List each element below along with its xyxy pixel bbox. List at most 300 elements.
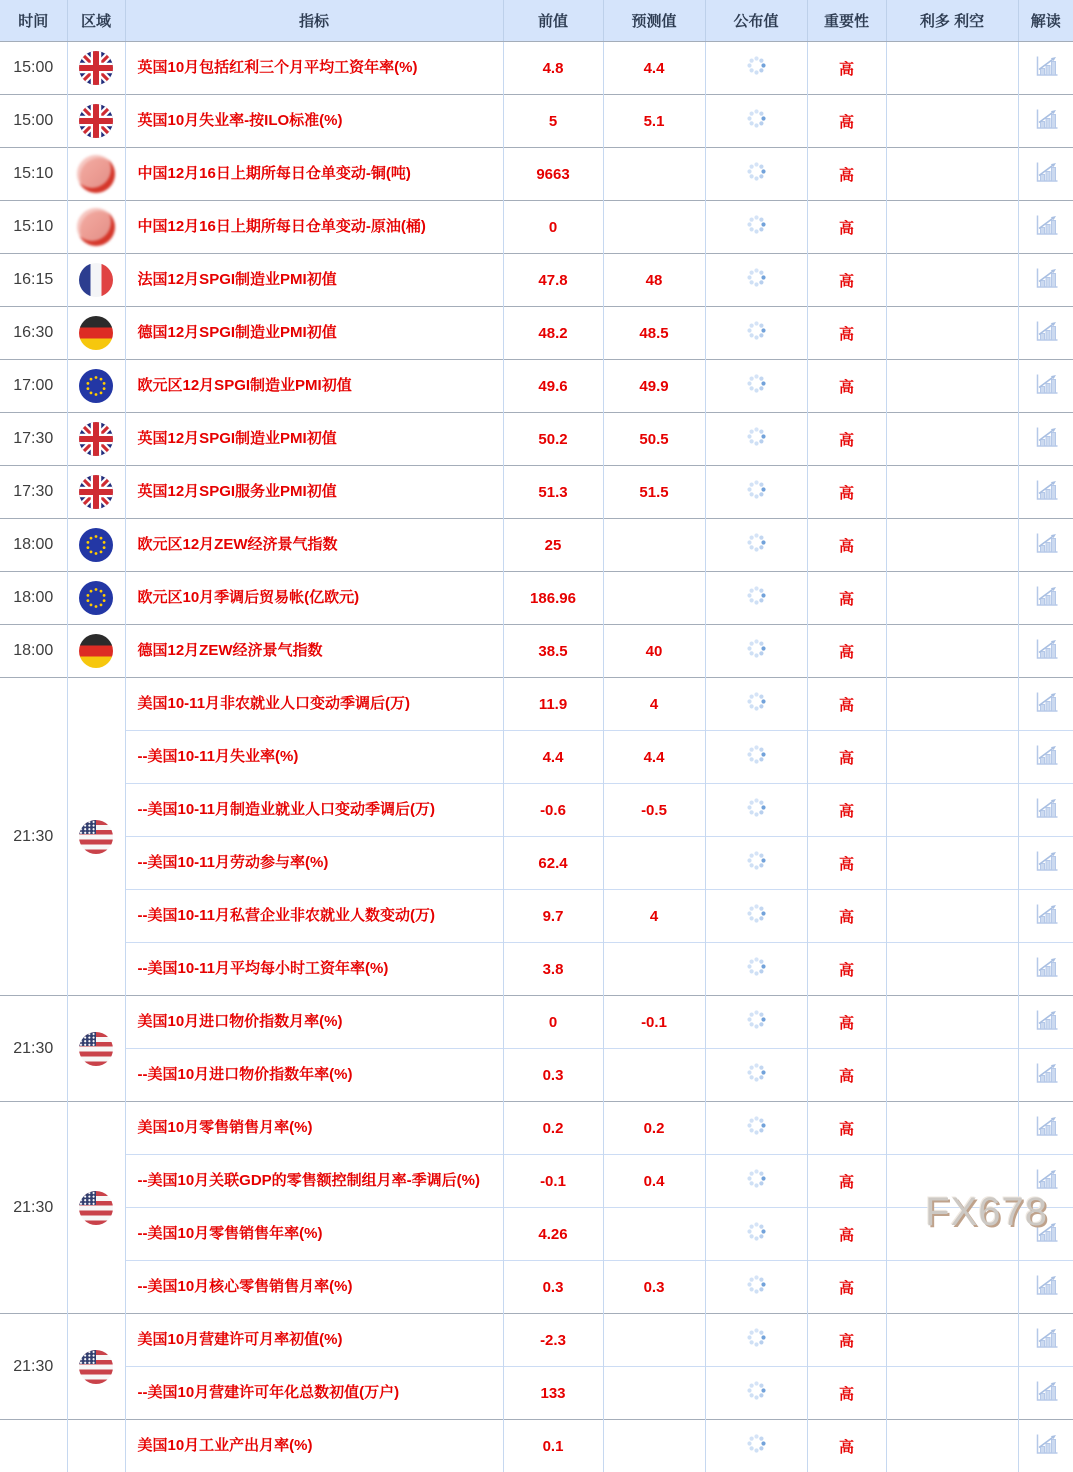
flag-united-kingdom-icon [79,422,113,456]
bullish-bearish-cell [886,678,1018,731]
event-row [0,148,1073,201]
importance-cell: 高 [807,254,886,307]
published-value-cell [705,572,807,625]
importance-cell: 高 [807,42,886,95]
event-row [0,360,1073,413]
forecast-value-cell: 0.4 [603,1155,705,1208]
forecast-value-cell: 40 [603,625,705,678]
previous-value-cell: 0 [503,996,603,1049]
flag-united-kingdom-icon [79,104,113,138]
published-value-cell [705,625,807,678]
previous-value-cell: -2.3 [503,1314,603,1367]
forecast-value-cell [603,201,705,254]
chart-up-arrow-icon[interactable] [1033,796,1059,820]
loading-spinner-icon [755,806,758,809]
bullish-bearish-cell [886,1420,1018,1472]
importance-cell: 高 [807,943,886,996]
forecast-value-cell [603,148,705,201]
interpretation-cell[interactable] [1018,996,1073,1049]
loading-spinner-icon [755,1442,758,1445]
importance-cell: 高 [807,890,886,943]
loading-spinner-icon [755,647,758,650]
event-row [0,837,1073,890]
loading-spinner-icon [755,965,758,968]
chart-up-arrow-icon[interactable] [1033,107,1059,131]
forecast-value-cell: 48.5 [603,307,705,360]
loading-spinner-icon [755,594,758,597]
loading-spinner-icon [755,1389,758,1392]
interpretation-cell[interactable] [1018,572,1073,625]
published-value-cell [705,95,807,148]
forecast-value-cell: -0.1 [603,996,705,1049]
event-row [0,1367,1073,1420]
region-cell [67,625,125,678]
previous-value-cell: 3.8 [503,943,603,996]
chart-up-arrow-icon[interactable] [1033,213,1059,237]
region-cell [67,1102,125,1314]
indicator-cell: 英国10月失业率-按ILO标准(%) [125,95,503,148]
interpretation-cell[interactable] [1018,678,1073,731]
indicator-cell: 英国12月SPGI制造业PMI初值 [125,413,503,466]
bullish-bearish-cell [886,1367,1018,1420]
importance-cell: 高 [807,625,886,678]
col-header-interpretation: 解读 [1018,0,1073,42]
forecast-value-cell [603,943,705,996]
importance-cell: 高 [807,1367,886,1420]
event-row [0,1314,1073,1367]
previous-value-cell: 49.6 [503,360,603,413]
event-row [0,1155,1073,1208]
forecast-value-cell: -0.5 [603,784,705,837]
chart-up-arrow-icon[interactable] [1033,1114,1059,1138]
bullish-bearish-cell [886,466,1018,519]
forecast-value-cell: 4 [603,890,705,943]
interpretation-cell[interactable] [1018,307,1073,360]
importance-cell: 高 [807,413,886,466]
event-row [0,42,1073,95]
importance-cell: 高 [807,307,886,360]
flag-germany-icon [79,316,113,350]
chart-up-arrow-icon[interactable] [1033,266,1059,290]
chart-up-arrow-icon[interactable] [1033,955,1059,979]
col-header-bullish-bearish: 利多 利空 [886,0,1018,42]
published-value-cell [705,1314,807,1367]
published-value-cell [705,413,807,466]
event-row [0,307,1073,360]
indicator-cell: 英国12月SPGI服务业PMI初值 [125,466,503,519]
region-cell [67,1314,125,1420]
indicator-cell: 法国12月SPGI制造业PMI初值 [125,254,503,307]
interpretation-cell[interactable] [1018,731,1073,784]
chart-up-arrow-icon[interactable] [1033,637,1059,661]
indicator-cell: --美国10-11月私营企业非农就业人数变动(万) [125,890,503,943]
loading-spinner-icon [755,435,758,438]
bullish-bearish-cell [886,784,1018,837]
previous-value-cell: 186.96 [503,572,603,625]
flag-china-icon [77,208,115,246]
forecast-value-cell [603,1049,705,1102]
bullish-bearish-cell [886,996,1018,1049]
col-header-indicator: 指标 [125,0,503,42]
forecast-value-cell: 48 [603,254,705,307]
chart-up-arrow-icon[interactable] [1033,1326,1059,1350]
forecast-value-cell: 4.4 [603,42,705,95]
interpretation-cell[interactable] [1018,784,1073,837]
loading-spinner-icon [755,117,758,120]
flag-united-states-icon [79,1350,113,1384]
time-cell [0,1420,67,1472]
event-row [0,731,1073,784]
bullish-bearish-cell [886,731,1018,784]
indicator-cell: --美国10-11月平均每小时工资年率(%) [125,943,503,996]
interpretation-cell[interactable] [1018,360,1073,413]
bullish-bearish-cell [886,201,1018,254]
flag-france-icon [79,263,113,297]
chart-up-arrow-icon[interactable] [1033,902,1059,926]
chart-up-arrow-icon[interactable] [1033,849,1059,873]
loading-spinner-icon [755,223,758,226]
event-row [0,1420,1073,1472]
forecast-value-cell [603,1208,705,1261]
previous-value-cell: 0.1 [503,1420,603,1472]
importance-cell: 高 [807,731,886,784]
forecast-value-cell: 5.1 [603,95,705,148]
indicator-cell: 欧元区10月季调后贸易帐(亿欧元) [125,572,503,625]
loading-spinner-icon [755,1283,758,1286]
interpretation-cell[interactable] [1018,1367,1073,1420]
loading-spinner-icon [755,700,758,703]
interpretation-cell[interactable] [1018,201,1073,254]
bullish-bearish-cell [886,1155,1018,1208]
bullish-bearish-cell [886,1049,1018,1102]
flag-united-kingdom-icon [79,51,113,85]
flag-china-icon [77,155,115,193]
loading-spinner-icon [755,541,758,544]
importance-cell: 高 [807,1208,886,1261]
previous-value-cell: 0.3 [503,1261,603,1314]
event-row [0,466,1073,519]
time-cell: 21:30 [0,1102,67,1314]
interpretation-cell[interactable] [1018,519,1073,572]
forecast-value-cell: 4.4 [603,731,705,784]
interpretation-cell[interactable] [1018,466,1073,519]
loading-spinner-icon [755,1177,758,1180]
chart-up-arrow-icon[interactable] [1033,1432,1059,1456]
region-cell [67,95,125,148]
published-value-cell [705,1102,807,1155]
flag-european-union-icon [79,369,113,403]
published-value-cell [705,1367,807,1420]
time-cell: 21:30 [0,996,67,1102]
published-value-cell [705,678,807,731]
time-cell: 18:00 [0,625,67,678]
forecast-value-cell [603,1314,705,1367]
interpretation-cell[interactable] [1018,1208,1073,1261]
previous-value-cell: 51.3 [503,466,603,519]
bullish-bearish-cell [886,625,1018,678]
flag-european-union-icon [79,581,113,615]
event-row [0,201,1073,254]
published-value-cell [705,996,807,1049]
time-cell: 16:30 [0,307,67,360]
region-cell [67,42,125,95]
forecast-value-cell [603,572,705,625]
published-value-cell [705,148,807,201]
chart-up-arrow-icon[interactable] [1033,584,1059,608]
forecast-value-cell: 4 [603,678,705,731]
bullish-bearish-cell [886,413,1018,466]
interpretation-cell[interactable] [1018,625,1073,678]
event-row [0,890,1073,943]
importance-cell: 高 [807,148,886,201]
event-row [0,95,1073,148]
indicator-cell: --美国10月核心零售销售月率(%) [125,1261,503,1314]
interpretation-cell[interactable] [1018,1314,1073,1367]
forecast-value-cell: 0.3 [603,1261,705,1314]
forecast-value-cell: 51.5 [603,466,705,519]
previous-value-cell: 133 [503,1367,603,1420]
previous-value-cell: -0.6 [503,784,603,837]
col-header-forecast: 预测值 [603,0,705,42]
indicator-cell: --美国10月营建许可年化总数初值(万户) [125,1367,503,1420]
importance-cell: 高 [807,95,886,148]
bullish-bearish-cell [886,837,1018,890]
published-value-cell [705,307,807,360]
published-value-cell [705,42,807,95]
previous-value-cell: 5 [503,95,603,148]
chart-up-arrow-icon[interactable] [1033,1008,1059,1032]
chart-up-arrow-icon[interactable] [1033,1167,1059,1191]
indicator-cell: 德国12月ZEW经济景气指数 [125,625,503,678]
previous-value-cell: 0.3 [503,1049,603,1102]
published-value-cell [705,466,807,519]
chart-up-arrow-icon[interactable] [1033,425,1059,449]
importance-cell: 高 [807,1155,886,1208]
previous-value-cell: 62.4 [503,837,603,890]
bullish-bearish-cell [886,1208,1018,1261]
interpretation-cell[interactable] [1018,1261,1073,1314]
previous-value-cell: 48.2 [503,307,603,360]
event-table-body [0,42,1073,1472]
bullish-bearish-cell [886,42,1018,95]
interpretation-cell[interactable] [1018,148,1073,201]
bullish-bearish-cell [886,1261,1018,1314]
previous-value-cell: 11.9 [503,678,603,731]
chart-up-arrow-icon[interactable] [1033,1273,1059,1297]
importance-cell: 高 [807,201,886,254]
forecast-value-cell [603,519,705,572]
col-header-region: 区域 [67,0,125,42]
importance-cell: 高 [807,360,886,413]
time-cell: 15:10 [0,148,67,201]
event-row [0,1261,1073,1314]
bullish-bearish-cell [886,148,1018,201]
indicator-cell: 中国12月16日上期所每日仓单变动-铜(吨) [125,148,503,201]
published-value-cell [705,1420,807,1472]
event-row [0,625,1073,678]
published-value-cell [705,1261,807,1314]
time-cell: 17:00 [0,360,67,413]
event-row [0,943,1073,996]
importance-cell: 高 [807,572,886,625]
bullish-bearish-cell [886,1314,1018,1367]
chart-up-arrow-icon[interactable] [1033,160,1059,184]
col-header-time: 时间 [0,0,67,42]
indicator-cell: --美国10月关联GDP的零售额控制组月率-季调后(%) [125,1155,503,1208]
loading-spinner-icon [755,1230,758,1233]
interpretation-cell[interactable] [1018,890,1073,943]
loading-spinner-icon [755,859,758,862]
loading-spinner-icon [755,1124,758,1127]
interpretation-cell[interactable] [1018,837,1073,890]
loading-spinner-icon [755,912,758,915]
chart-up-arrow-icon[interactable] [1033,1061,1059,1085]
forecast-value-cell: 49.9 [603,360,705,413]
interpretation-cell[interactable] [1018,1420,1073,1472]
table-header-row [0,0,1073,42]
importance-cell: 高 [807,837,886,890]
time-cell: 16:15 [0,254,67,307]
indicator-cell: --美国10月进口物价指数年率(%) [125,1049,503,1102]
interpretation-cell[interactable] [1018,943,1073,996]
time-cell: 18:00 [0,572,67,625]
chart-up-arrow-icon[interactable] [1033,319,1059,343]
previous-value-cell: 4.8 [503,42,603,95]
interpretation-cell[interactable] [1018,254,1073,307]
chart-up-arrow-icon[interactable] [1033,54,1059,78]
event-row [0,1102,1073,1155]
bullish-bearish-cell [886,890,1018,943]
importance-cell: 高 [807,1314,886,1367]
loading-spinner-icon [755,382,758,385]
previous-value-cell: 50.2 [503,413,603,466]
indicator-cell: 美国10-11月非农就业人口变动季调后(万) [125,678,503,731]
region-cell [67,678,125,996]
forecast-value-cell: 0.2 [603,1102,705,1155]
event-row [0,784,1073,837]
indicator-cell: 德国12月SPGI制造业PMI初值 [125,307,503,360]
chart-up-arrow-icon[interactable] [1033,1379,1059,1403]
published-value-cell [705,837,807,890]
indicator-cell: 美国10月工业产出月率(%) [125,1420,503,1472]
flag-united-states-icon [79,1191,113,1225]
indicator-cell: 欧元区12月ZEW经济景气指数 [125,519,503,572]
flag-united-kingdom-icon [79,475,113,509]
chart-up-arrow-icon[interactable] [1033,1220,1059,1244]
interpretation-cell[interactable] [1018,1049,1073,1102]
importance-cell: 高 [807,678,886,731]
indicator-cell: --美国10-11月失业率(%) [125,731,503,784]
time-cell: 17:30 [0,413,67,466]
interpretation-cell[interactable] [1018,42,1073,95]
previous-value-cell: 47.8 [503,254,603,307]
time-cell: 15:00 [0,42,67,95]
col-header-previous: 前值 [503,0,603,42]
flag-european-union-icon [79,528,113,562]
published-value-cell [705,890,807,943]
flag-united-states-icon [79,1032,113,1066]
event-row [0,1049,1073,1102]
col-header-importance: 重要性 [807,0,886,42]
time-cell: 15:00 [0,95,67,148]
bullish-bearish-cell [886,519,1018,572]
published-value-cell [705,943,807,996]
chart-up-arrow-icon[interactable] [1033,478,1059,502]
col-header-published: 公布值 [705,0,807,42]
region-cell [67,307,125,360]
bullish-bearish-cell [886,943,1018,996]
forecast-value-cell: 50.5 [603,413,705,466]
event-row [0,678,1073,731]
previous-value-cell: 4.4 [503,731,603,784]
loading-spinner-icon [755,1018,758,1021]
time-cell: 17:30 [0,466,67,519]
importance-cell: 高 [807,1420,886,1472]
forecast-value-cell [603,837,705,890]
bullish-bearish-cell [886,572,1018,625]
event-row [0,519,1073,572]
previous-value-cell: 9.7 [503,890,603,943]
interpretation-cell[interactable] [1018,1102,1073,1155]
chart-up-arrow-icon[interactable] [1033,372,1059,396]
region-cell [67,148,125,201]
published-value-cell [705,731,807,784]
interpretation-cell[interactable] [1018,413,1073,466]
loading-spinner-icon [755,64,758,67]
previous-value-cell: 0.2 [503,1102,603,1155]
published-value-cell [705,360,807,413]
importance-cell: 高 [807,1049,886,1102]
indicator-cell: 欧元区12月SPGI制造业PMI初值 [125,360,503,413]
indicator-cell: --美国10-11月劳动参与率(%) [125,837,503,890]
event-row [0,1208,1073,1261]
previous-value-cell: 9663 [503,148,603,201]
loading-spinner-icon [755,329,758,332]
chart-up-arrow-icon[interactable] [1033,690,1059,714]
region-cell [67,360,125,413]
forecast-value-cell [603,1420,705,1472]
region-cell [67,519,125,572]
interpretation-cell[interactable] [1018,1155,1073,1208]
loading-spinner-icon [755,1336,758,1339]
published-value-cell [705,784,807,837]
loading-spinner-icon [755,170,758,173]
fx678-watermark: FX678 [925,1190,1048,1235]
indicator-cell: --美国10-11月制造业就业人口变动季调后(万) [125,784,503,837]
time-cell: 15:10 [0,201,67,254]
time-cell: 21:30 [0,1314,67,1420]
previous-value-cell: 4.26 [503,1208,603,1261]
previous-value-cell: 0 [503,201,603,254]
event-row [0,254,1073,307]
region-cell [67,254,125,307]
time-cell: 18:00 [0,519,67,572]
event-row [0,572,1073,625]
chart-up-arrow-icon[interactable] [1033,531,1059,555]
importance-cell: 高 [807,996,886,1049]
previous-value-cell: 38.5 [503,625,603,678]
importance-cell: 高 [807,1102,886,1155]
region-cell [67,466,125,519]
indicator-cell: 美国10月营建许可月率初值(%) [125,1314,503,1367]
importance-cell: 高 [807,466,886,519]
forecast-value-cell [603,1367,705,1420]
region-cell [67,996,125,1102]
published-value-cell [705,519,807,572]
interpretation-cell[interactable] [1018,95,1073,148]
chart-up-arrow-icon[interactable] [1033,743,1059,767]
event-row [0,996,1073,1049]
